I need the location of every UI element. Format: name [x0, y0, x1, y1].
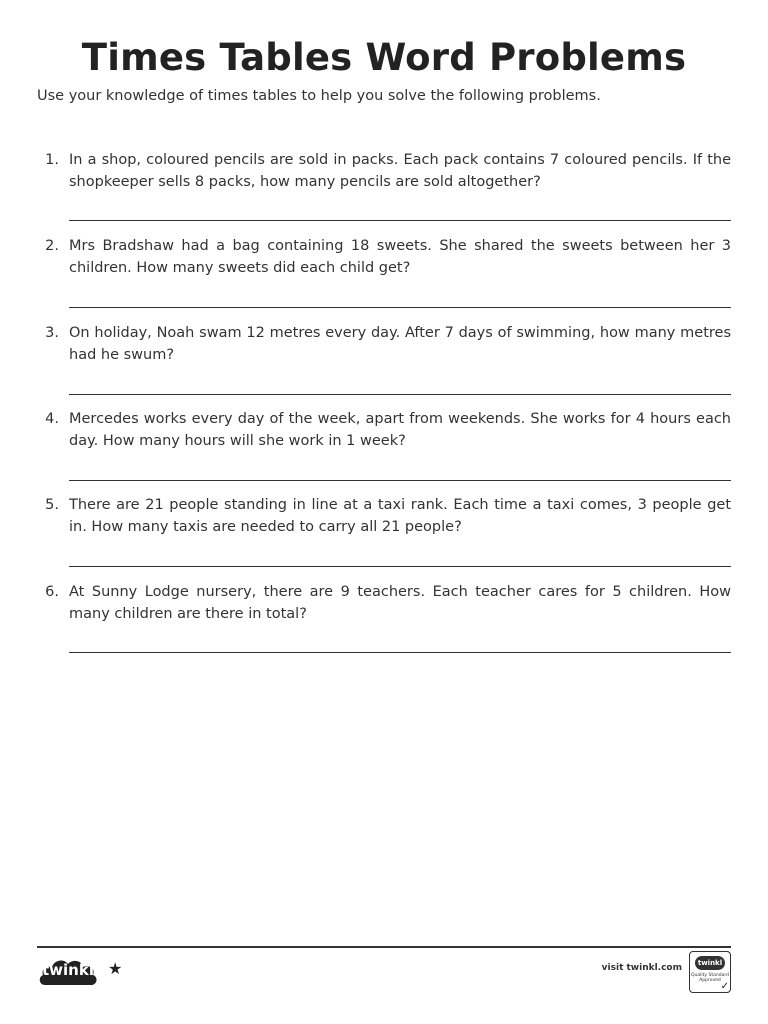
logo-text: twinkl — [42, 961, 94, 979]
intro-text: Use your knowledge of times tables to help you solve the following problems. — [37, 88, 601, 104]
question-number: 3. — [45, 325, 59, 341]
answer-line[interactable] — [69, 480, 731, 481]
question-number: 6. — [45, 584, 59, 600]
question-number: 1. — [45, 152, 59, 168]
question-number: 2. — [45, 238, 59, 254]
footer-divider — [37, 946, 731, 948]
check-icon: ✓ — [720, 981, 729, 992]
badge-logo: twinkl — [695, 956, 725, 970]
star-icon: ★ — [108, 959, 123, 978]
badge-text: Quality Standard Approved — [691, 973, 729, 983]
question-text: At Sunny Lodge nursery, there are 9 teachers. Each teacher cares for 5 children. How many children are there in total? — [69, 584, 731, 622]
question-text: Mrs Bradshaw had a bag containing 18 sweets. She shared the sweets between her 3 children. How many sweets did each child get? — [69, 238, 731, 276]
question-text: In a shop, coloured pencils are sold in packs. Each pack contains 7 coloured pencils. If the shopkeeper sells 8 packs, how many pencils are sold altogether? — [69, 152, 731, 190]
question-text: Mercedes works every day of the week, apart from weekends. She works for 4 hours each day. How many hours will she work in 1 week? — [69, 411, 731, 449]
answer-line[interactable] — [69, 220, 731, 221]
answer-line[interactable] — [69, 566, 731, 567]
answer-line[interactable] — [69, 307, 731, 308]
question-text: There are 21 people standing in line at a taxi rank. Each time a taxi comes, 3 people get in. How many taxis are needed to carry all 21 people? — [69, 497, 731, 535]
site-link[interactable]: visit twinkl.com — [601, 963, 682, 973]
answer-line[interactable] — [69, 394, 731, 395]
answer-line[interactable] — [69, 652, 731, 653]
page-title: Times Tables Word Problems — [81, 36, 687, 79]
question-number: 5. — [45, 497, 59, 513]
quality-badge — [689, 951, 731, 993]
question-text: On holiday, Noah swam 12 metres every day. After 7 days of swimming, how many metres had he swum? — [69, 325, 731, 363]
twinkl-logo[interactable] — [37, 955, 99, 989]
question-number: 4. — [45, 411, 59, 427]
